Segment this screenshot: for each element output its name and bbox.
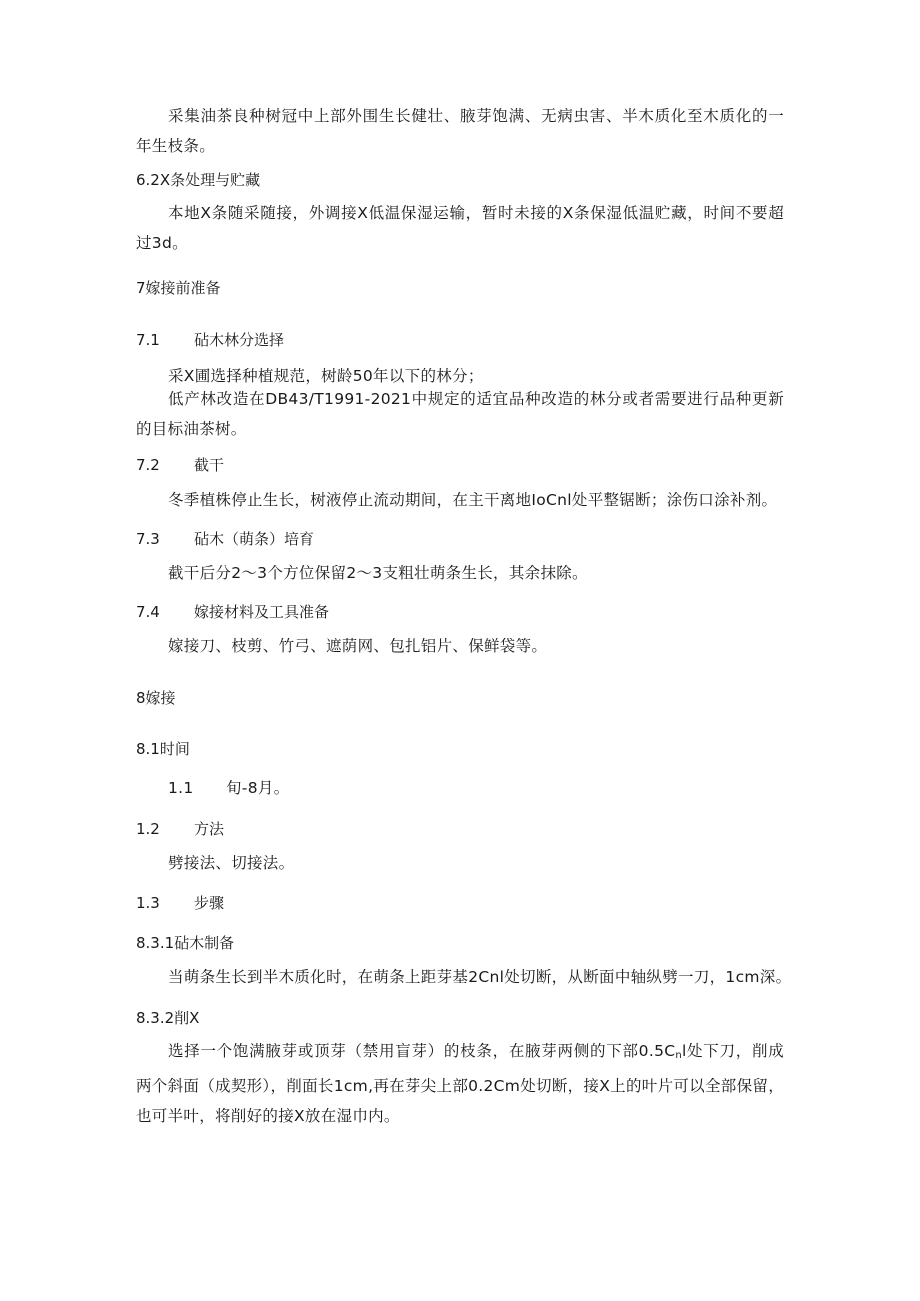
subscript-char: n bbox=[675, 1050, 682, 1061]
section-heading-1-2 bbox=[136, 819, 224, 839]
section-title: 步骤 bbox=[194, 894, 225, 912]
section-heading-8-1: 8.1时间 bbox=[136, 740, 190, 758]
item-number: 1.1 bbox=[168, 779, 194, 797]
paragraph-scion-collection: 采集油茶良种树冠中上部外围生长健壮、腋芽饱满、无病虫害、半木质化至木质化的一年生枝条。 bbox=[136, 107, 784, 155]
paragraph-rootstock-stand-a: 采X圃选择种植规范，树龄50年以下的林分； bbox=[168, 367, 484, 385]
section-heading-7-2 bbox=[136, 455, 224, 475]
section-number: 1.2 bbox=[136, 820, 160, 838]
section-title: 嫁接材料及工具准备 bbox=[194, 603, 330, 621]
paragraph-grafting-methods: 劈接法、切接法。 bbox=[168, 854, 295, 872]
section-heading-7-1 bbox=[136, 330, 284, 350]
section-heading-6-2: 6.2X条处理与贮藏 bbox=[136, 171, 261, 189]
paragraph-scion-cutting bbox=[136, 1036, 784, 1131]
section-number: 7.4 bbox=[136, 603, 160, 621]
section-title: 砧木（萌条）培育 bbox=[194, 530, 315, 548]
section-number: 7.1 bbox=[136, 331, 160, 349]
section-heading-8: 8嫁接 bbox=[136, 689, 176, 707]
section-heading-7-4 bbox=[136, 602, 329, 622]
section-heading-1-3 bbox=[136, 893, 224, 913]
section-number: 7.2 bbox=[136, 456, 160, 474]
section-heading-7: 7嫁接前准备 bbox=[136, 279, 221, 297]
paragraph-grafting-tools: 嫁接刀、枝剪、竹弓、遮荫网、包扎铝片、保鲜袋等。 bbox=[168, 637, 548, 655]
section-title: 截干 bbox=[194, 456, 225, 474]
section-heading-8-3-2: 8.3.2削X bbox=[136, 1009, 200, 1027]
paragraph-text-part-2: l处下刀，削成两个斜面（成契形），削面长1cm,再在芽尖上部0.2Cm处切断，接X上的叶片可以全部保留，也可半叶，将削好的接X放在湿巾内。 bbox=[136, 1042, 784, 1125]
paragraph-sprout-cultivation: 截干后分2～3个方位保留2～3支粗壮萌条生长，其余抹除。 bbox=[168, 564, 588, 582]
section-number: 1.3 bbox=[136, 894, 160, 912]
paragraph-rootstock-stand-b: 低产林改造在DB43/T1991-2021中规定的适宜品种改造的林分或者需要进行品种更新的目标油茶树。 bbox=[136, 390, 784, 438]
section-title: 方法 bbox=[194, 820, 225, 838]
section-title: 砧木林分选择 bbox=[194, 331, 285, 349]
paragraph-trunk-cutting: 冬季植株停止生长，树液停止流动期间，在主干离地IoCnl处平整锯断；涂伤口涂补剂。 bbox=[168, 491, 778, 509]
paragraph-rootstock-preparation: 当萌条生长到半木质化时，在萌条上距芽基2Cnl处切断，从断面中轴纵劈一刀，1cm深。 bbox=[168, 968, 792, 986]
list-item-1-1 bbox=[168, 778, 289, 798]
section-number: 7.3 bbox=[136, 530, 160, 548]
section-heading-7-3 bbox=[136, 529, 314, 549]
paragraph-text-part-1: 选择一个饱满腋芽或顶芽（禁用盲芽）的枝条，在腋芽两侧的下部0.5C bbox=[168, 1042, 676, 1060]
section-heading-8-3-1: 8.3.1砧木制备 bbox=[136, 934, 235, 952]
paragraph-scion-storage: 本地X条随采随接，外调接X低温保湿运输，暂时未接的X条保湿低温贮藏，时间不要超过3d。 bbox=[136, 204, 784, 252]
item-text: 旬-8月。 bbox=[226, 779, 290, 797]
